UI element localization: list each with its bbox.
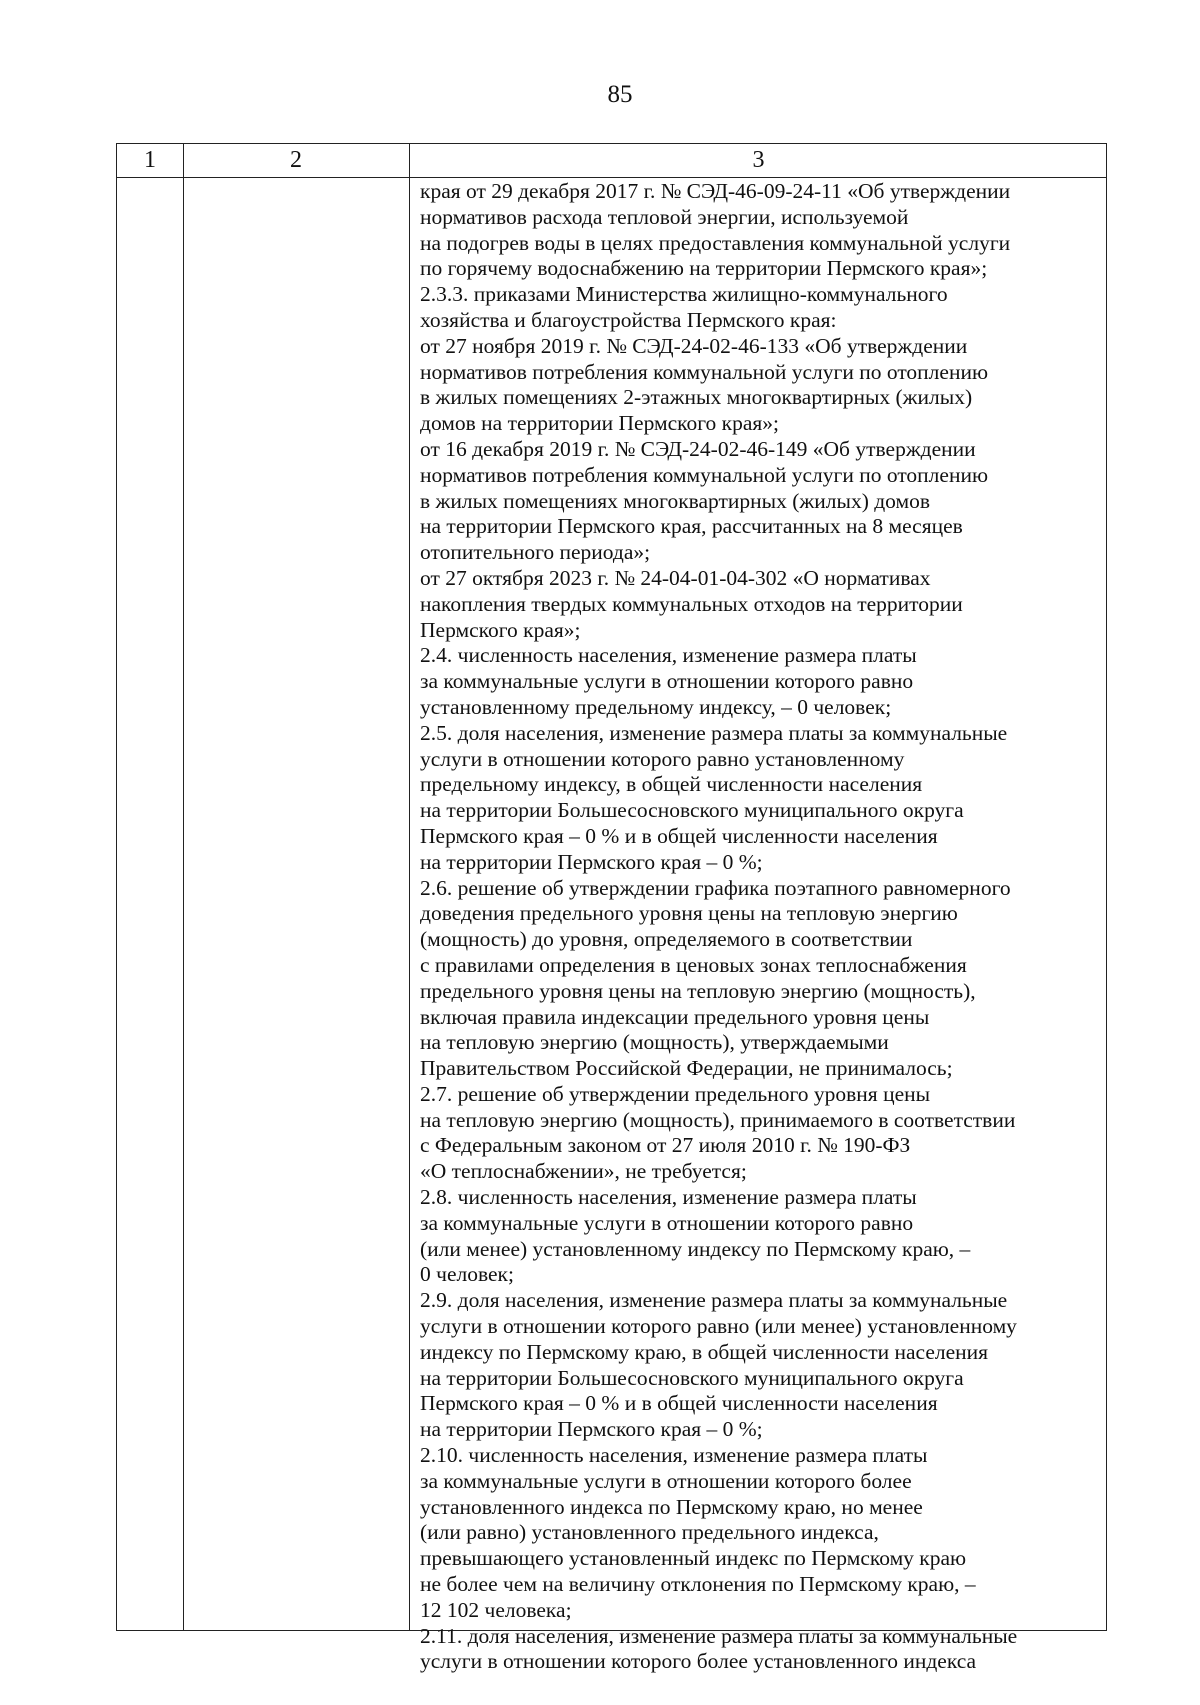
text-line: на территории Пермского края – 0 %;: [420, 1417, 763, 1442]
text-line: за коммунальные услуги в отношении которого равно: [420, 1210, 914, 1235]
text-line: в жилых помещениях 2-этажных многоквартирных (жилых): [420, 385, 973, 410]
text-line: 2.10. численность населения, изменение размера платы: [420, 1443, 928, 1468]
text-line: установленного индекса по Пермскому краю, но менее: [420, 1494, 923, 1519]
text-line: накопления твердых коммунальных отходов на территории: [420, 591, 963, 616]
text-line: нормативов потребления коммунальной услуги по отоплению: [420, 462, 989, 487]
text-line: установленному предельному индексу, – 0 человек;: [420, 694, 892, 719]
text-line: (мощность) до уровня, определяемого в соответствии: [420, 927, 913, 952]
text-line: включая правила индексации предельного уровня цены: [420, 1004, 930, 1029]
text-line: за коммунальные услуги в отношении которого равно: [420, 669, 914, 694]
document-table: [116, 143, 1107, 1674]
text-line: нормативов расхода тепловой энергии, используемой: [420, 204, 909, 229]
page-number: 85: [607, 81, 633, 108]
text-line: 2.11. доля населения, изменение размера платы за коммунальные: [420, 1623, 1018, 1648]
text-line: индексу по Пермскому краю, в общей численности населения: [420, 1339, 989, 1364]
text-line: на территории Большесосновского муниципального округа: [420, 798, 964, 823]
column-divider: [409, 144, 410, 1630]
text-line: 2.5. доля населения, изменение размера платы за коммунальные: [420, 720, 1008, 745]
column-header-3: 3: [752, 147, 765, 173]
text-line: за коммунальные услуги в отношении которого более: [420, 1468, 912, 1493]
text-line: (или равно) установленного предельного индекса,: [420, 1520, 879, 1545]
text-line: 2.3.3. приказами Министерства жилищно-коммунального: [420, 282, 948, 307]
text-line: 0 человек;: [420, 1262, 514, 1287]
text-line: с правилами определения в ценовых зонах теплоснабжения: [420, 952, 967, 977]
column-3-content: [420, 179, 1110, 1675]
column-divider: [183, 144, 184, 1630]
text-line: хозяйства и благоустройства Пермского края:: [420, 307, 837, 332]
column-header-1: 1: [144, 147, 156, 173]
text-line: Пермского края»;: [420, 617, 581, 642]
text-line: (или менее) установленному индексу по Пермскому краю, –: [420, 1236, 971, 1261]
text-line: 2.7. решение об утверждении предельного уровня цены: [420, 1081, 931, 1106]
text-line: отопительного периода»;: [420, 540, 651, 565]
column-header-2: 2: [290, 147, 302, 173]
text-line: предельному индексу, в общей численности населения: [420, 772, 923, 797]
text-line: на территории Большесосновского муниципального округа: [420, 1365, 964, 1390]
text-line: услуги в отношении которого равно установленному: [420, 746, 905, 771]
text-line: края от 29 декабря 2017 г. № СЭД-46-09-24-11 «Об утверждении: [420, 179, 1011, 203]
text-line: на территории Пермского края – 0 %;: [420, 849, 763, 874]
text-line: домов на территории Пермского края»;: [420, 411, 780, 436]
text-line: на тепловую энергию (мощность), утверждаемыми: [420, 1030, 889, 1055]
text-line: на подогрев воды в целях предоставления коммунальной услуги: [420, 230, 1011, 255]
text-line: с Федеральным законом от 27 июля 2010 г. № 190-ФЗ: [420, 1133, 911, 1158]
text-line: превышающего установленный индекс по Пермскому краю: [420, 1546, 967, 1571]
text-line: Пермского края – 0 % и в общей численности населения: [420, 1391, 938, 1416]
text-line: доведения предельного уровня цены на тепловую энергию: [420, 901, 958, 926]
text-line: 2.4. численность населения, изменение размера платы: [420, 643, 917, 668]
text-line: от 27 ноября 2019 г. № СЭД-24-02-46-133 «Об утверждении: [420, 333, 968, 358]
text-line: в жилых помещениях многоквартирных (жилых) домов: [420, 488, 931, 513]
text-line: от 16 декабря 2019 г. № СЭД-24-02-46-149 «Об утверждении: [420, 436, 976, 461]
text-line: 2.9. доля населения, изменение размера платы за коммунальные: [420, 1288, 1008, 1313]
text-line: услуги в отношении которого равно (или менее) установленному: [420, 1314, 1017, 1339]
text-line: предельного уровня цены на тепловую энергию (мощность),: [420, 978, 976, 1003]
text-line: не более чем на величину отклонения по Пермскому краю, –: [420, 1572, 976, 1597]
text-line: на территории Пермского края, рассчитанных на 8 месяцев: [420, 514, 963, 539]
text-line: Правительством Российской Федерации, не принималось;: [420, 1056, 953, 1081]
text-line: по горячему водоснабжению на территории Пермского края»;: [420, 256, 988, 281]
text-line: 2.6. решение об утверждении графика поэтапного равномерного: [420, 875, 1011, 900]
text-line: нормативов потребления коммунальной услуги по отоплению: [420, 359, 989, 384]
text-line: услуги в отношении которого более установленного индекса: [420, 1649, 977, 1674]
text-line: 12 102 человека;: [420, 1597, 572, 1622]
header-divider: [117, 177, 1106, 178]
text-line: Пермского края – 0 % и в общей численности населения: [420, 823, 938, 848]
text-line: на тепловую энергию (мощность), принимаемого в соответствии: [420, 1107, 1016, 1132]
text-line: от 27 октября 2023 г. № 24-04-01-04-302 «О нормативах: [420, 565, 931, 590]
text-line: 2.8. численность населения, изменение размера платы: [420, 1185, 917, 1210]
text-line: «О теплоснабжении», не требуется;: [420, 1159, 747, 1184]
